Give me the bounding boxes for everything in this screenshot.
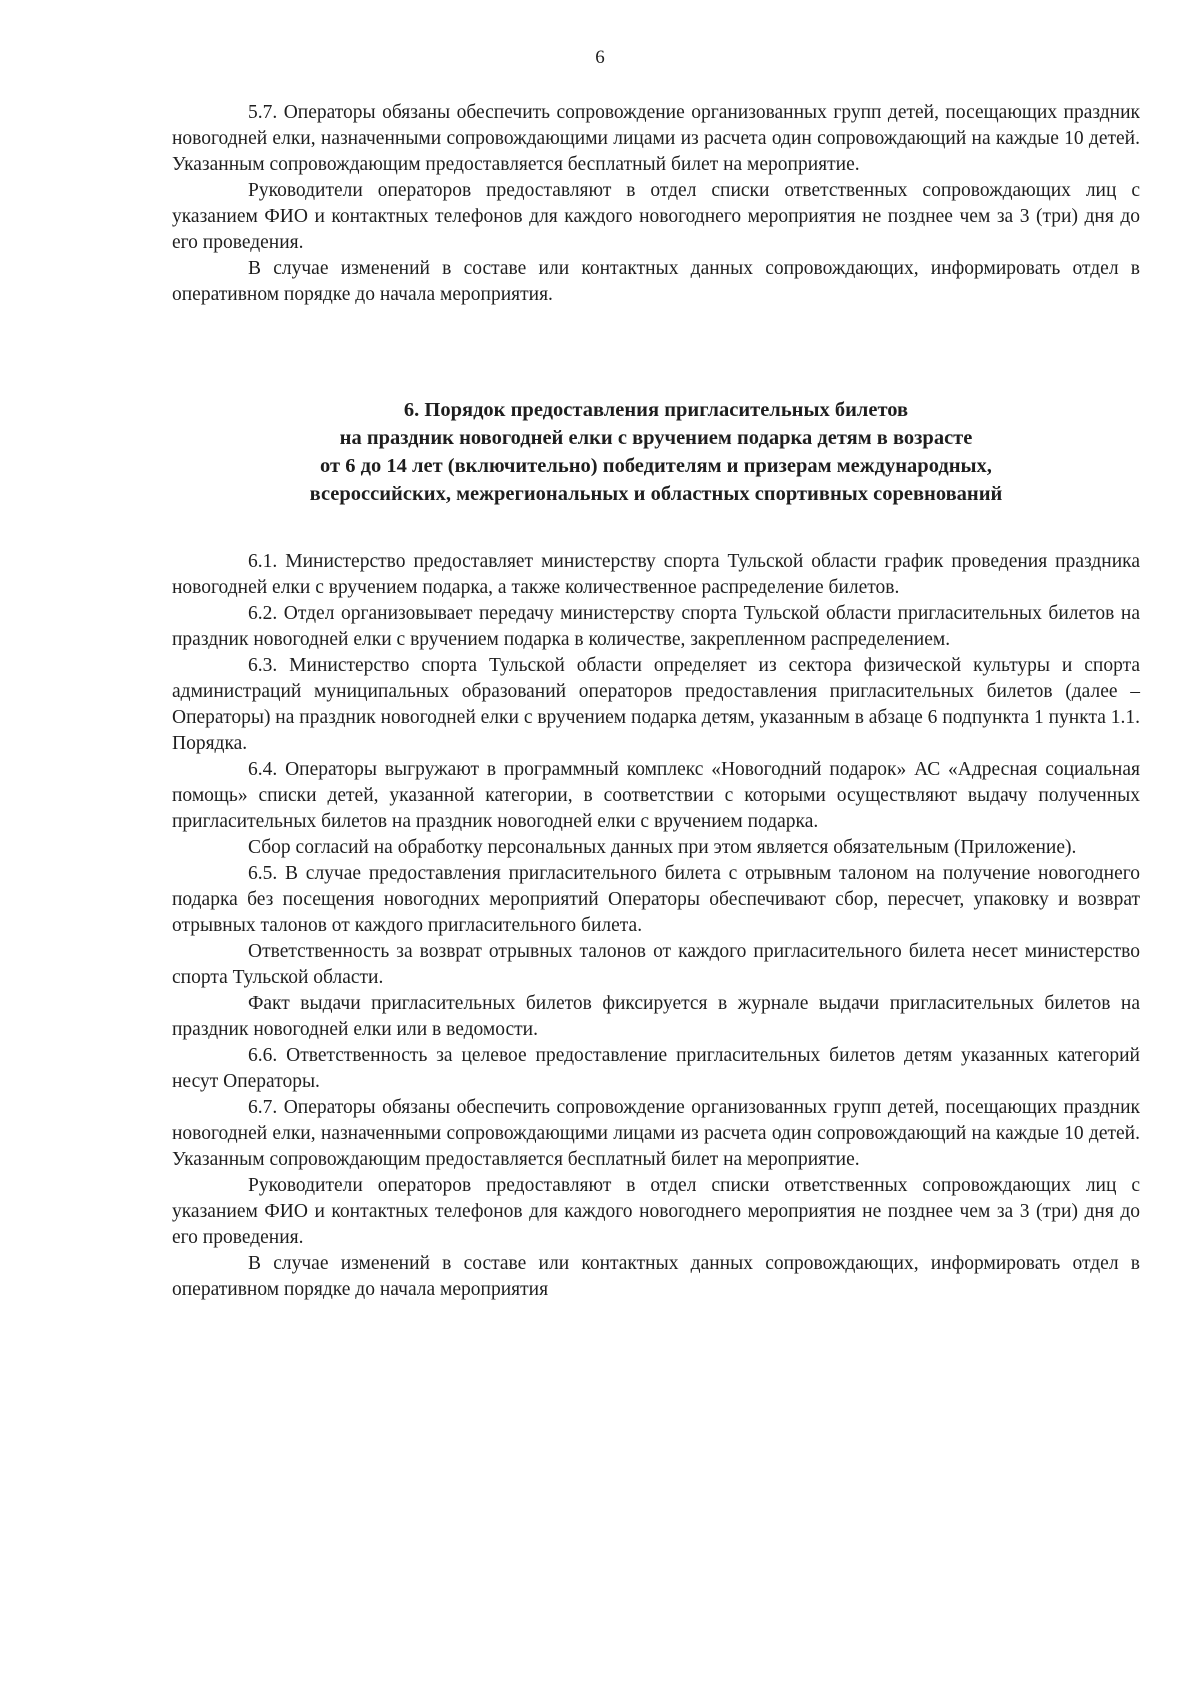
paragraph-5-7: 5.7. Операторы обязаны обеспечить сопровождение организованных групп детей, посещающих праздник новогодней елки, назначенными сопровождающими лицами из расчета один сопровождающий на каждые 10 детей. Указанным сопровождающим предоставляется бесплатный билет на мероприятие.: [172, 102, 1140, 175]
paragraph-coupon-responsibility: Ответственность за возврат отрывных талонов от каждого пригласительного билета несет министерство спорта Тульской области.: [172, 941, 1140, 988]
page-number: 6: [595, 47, 605, 68]
paragraph-issue-record: Факт выдачи пригласительных билетов фиксируется в журнале выдачи пригласительных билетов на праздник новогодней елки или в ведомости.: [172, 993, 1140, 1040]
paragraph-6-4: 6.4. Операторы выгружают в программный комплекс «Новогодний подарок» АС «Адресная социальная помощь» списки детей, указанной категории, в соответствии с которыми осуществляют выдачу полученных пригласительных билетов на праздник новогодней елки с вручением подарка.: [172, 759, 1140, 832]
heading-line: всероссийских, межрегиональных и областных спортивных соревнований: [309, 483, 1003, 505]
paragraph-6-6: 6.6. Ответственность за целевое предоставление пригласительных билетов детям указанных категорий несут Операторы.: [172, 1045, 1140, 1092]
heading-line: от 6 до 14 лет (включительно) победителям и призерам международных,: [320, 455, 992, 477]
paragraph-6-1: 6.1. Министерство предоставляет министерству спорта Тульской области график проведения праздника новогодней елки с вручением подарка, а также количественное распределение билетов.: [172, 551, 1140, 598]
section-6-text-block: [172, 549, 1140, 1303]
paragraph-6-5: 6.5. В случае предоставления пригласительного билета с отрывным талоном на получение новогоднего подарка без посещения новогодних мероприятий Операторы обеспечивают сбор, пересчет, упаковку и возврат отрывных талонов от каждого пригласительного билета.: [172, 863, 1140, 936]
paragraph-changes-notice-2: В случае изменений в составе или контактных данных сопровождающих, информировать отдел в оперативном порядке до начала мероприятия: [172, 1253, 1140, 1300]
paragraph-6-7: 6.7. Операторы обязаны обеспечить сопровождение организованных групп детей, посещающих праздник новогодней елки, назначенными сопровождающими лицами из расчета один сопровождающий на каждые 10 детей. Указанным сопровождающим предоставляется бесплатный билет на мероприятие.: [172, 1097, 1140, 1170]
paragraph-6-2: 6.2. Отдел организовывает передачу министерству спорта Тульской области пригласительных билетов на праздник новогодней елки с вручением подарка в количестве, закрепленном распределением.: [172, 603, 1140, 650]
heading-line: 6. Порядок предоставления пригласительных билетов: [403, 399, 909, 421]
heading-line: на праздник новогодней елки с вручением подарка детям в возрасте: [339, 427, 973, 449]
paragraph-consent: Сбор согласий на обработку персональных данных при этом является обязательным (Приложение).: [248, 837, 1077, 858]
paragraph-supervisors-lists-2: Руководители операторов предоставляют в отдел списки ответственных сопровождающих лиц с указанием ФИО и контактных телефонов для каждого новогоднего мероприятия не позднее чем за 3 (три) дня до его проведения.: [172, 1175, 1140, 1248]
section-6-heading: [172, 396, 1140, 508]
paragraph-supervisors-lists: Руководители операторов предоставляют в отдел списки ответственных сопровождающих лиц с указанием ФИО и контактных телефонов для каждого новогоднего мероприятия не позднее чем за 3 (три) дня до его проведения.: [172, 180, 1140, 253]
paragraph-6-3: 6.3. Министерство спорта Тульской области определяет из сектора физической культуры и спорта администраций муниципальных образований операторов предоставления пригласительных билетов (далее – Операторы) на праздник новогодней елки с вручением подарка детям, указанным в абзаце 6 подпункта 1 пункта 1.1. Порядка.: [172, 655, 1140, 754]
top-text-block: [172, 100, 1140, 308]
paragraph-changes-notice: В случае изменений в составе или контактных данных сопровождающих, информировать отдел в оперативном порядке до начала мероприятия.: [172, 258, 1140, 305]
